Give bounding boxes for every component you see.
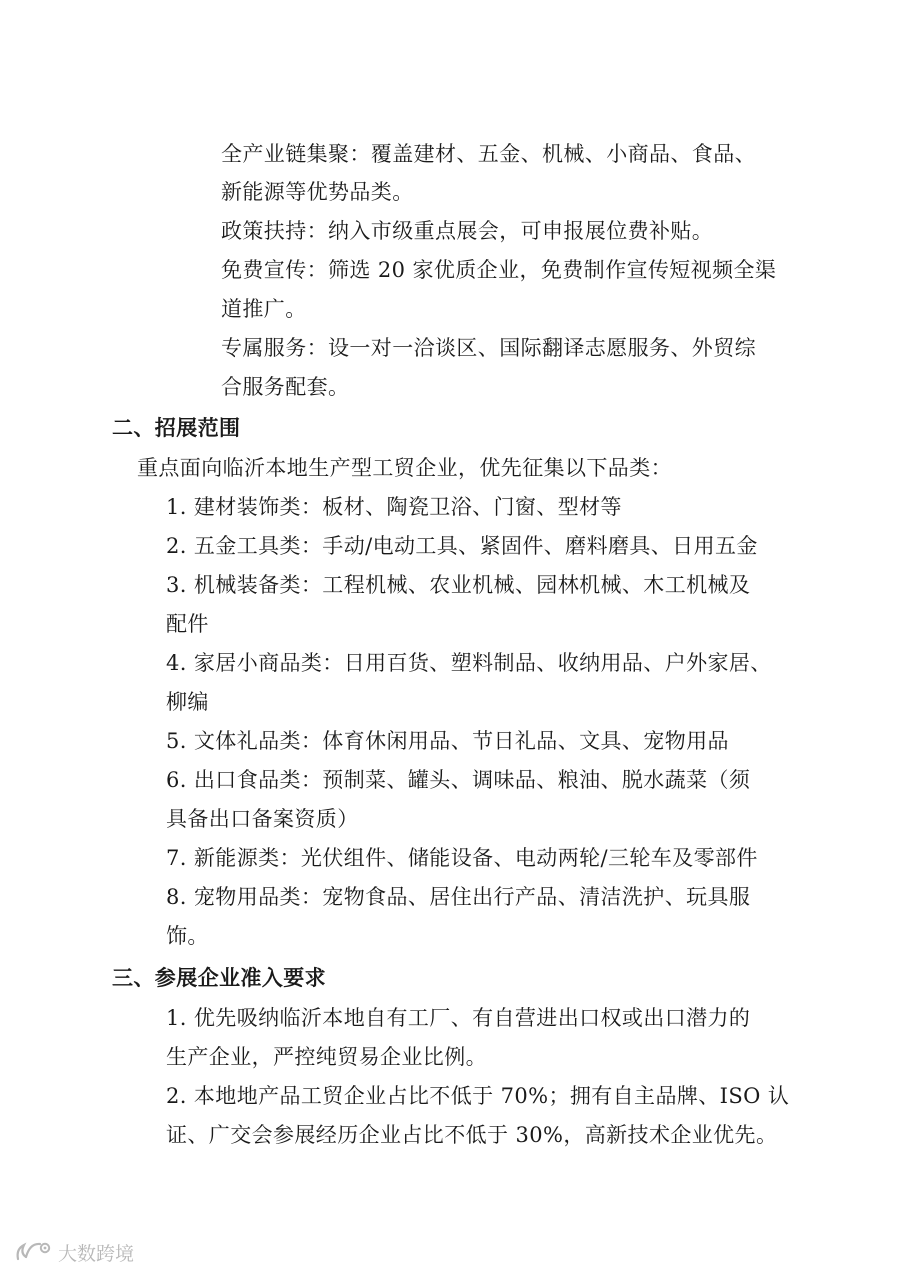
category-item-continuation: 具备出口备案资质） bbox=[166, 807, 359, 831]
category-item: 5. 文体礼品类：体育休闲用品、节日礼品、文具、宠物用品 bbox=[166, 729, 729, 753]
category-item: 3. 机械装备类：工程机械、农业机械、园林机械、木工机械及 bbox=[166, 573, 751, 597]
requirement-item: 1. 优先吸纳临沂本地自有工厂、有自营进出口权或出口潜力的 bbox=[166, 1006, 751, 1030]
requirement-item-continuation: 证、广交会参展经历企业占比不低于 30%，高新技术企业优先。 bbox=[166, 1123, 778, 1147]
category-item-continuation: 柳编 bbox=[166, 690, 209, 714]
category-item: 8. 宠物用品类：宠物食品、居住出行产品、清洁洗护、玩具服 bbox=[166, 885, 751, 909]
category-item: 4. 家居小商品类：日用百货、塑料制品、收纳用品、户外家居、 bbox=[166, 651, 772, 675]
highlight-dedicated-service-line-2: 合服务配套。 bbox=[221, 375, 350, 399]
highlight-free-promotion-line-1: 免费宣传：筛选 20 家优质企业，免费制作宣传短视频全渠 bbox=[221, 258, 777, 282]
category-item: 6. 出口食品类：预制菜、罐头、调味品、粮油、脱水蔬菜（须 bbox=[166, 768, 751, 792]
brand-logo-icon bbox=[14, 1239, 54, 1265]
highlight-dedicated-service-line-1: 专属服务：设一对一洽谈区、国际翻译志愿服务、外贸综 bbox=[221, 336, 756, 360]
watermark bbox=[14, 1237, 134, 1267]
watermark-text: 大数跨境 bbox=[58, 1242, 135, 1265]
highlight-free-promotion-line-2: 道推广。 bbox=[221, 297, 307, 321]
category-item-continuation: 饰。 bbox=[166, 924, 209, 948]
section-heading-admission-requirements: 三、参展企业准入要求 bbox=[112, 966, 326, 990]
highlight-policy-support: 政策扶持：纳入市级重点展会，可申报展位费补贴。 bbox=[221, 219, 714, 243]
section-heading-exhibition-scope: 二、招展范围 bbox=[112, 416, 241, 440]
section-intro: 重点面向临沂本地生产型工贸企业，优先征集以下品类： bbox=[137, 456, 672, 480]
category-item: 1. 建材装饰类：板材、陶瓷卫浴、门窗、型材等 bbox=[166, 495, 622, 519]
category-item-continuation: 配件 bbox=[166, 612, 209, 636]
requirement-item: 2. 本地地产品工贸企业占比不低于 70%；拥有自主品牌、ISO 认 bbox=[166, 1084, 790, 1108]
highlight-industry-chain-line-2: 新能源等优势品类。 bbox=[221, 180, 414, 204]
requirement-item-continuation: 生产企业，严控纯贸易企业比例。 bbox=[166, 1045, 487, 1069]
category-item: 7. 新能源类：光伏组件、储能设备、电动两轮/三轮车及零部件 bbox=[166, 846, 758, 870]
category-item: 2. 五金工具类：手动/电动工具、紧固件、磨料磨具、日用五金 bbox=[166, 534, 758, 558]
highlight-industry-chain-line-1: 全产业链集聚：覆盖建材、五金、机械、小商品、食品、 bbox=[221, 142, 756, 166]
